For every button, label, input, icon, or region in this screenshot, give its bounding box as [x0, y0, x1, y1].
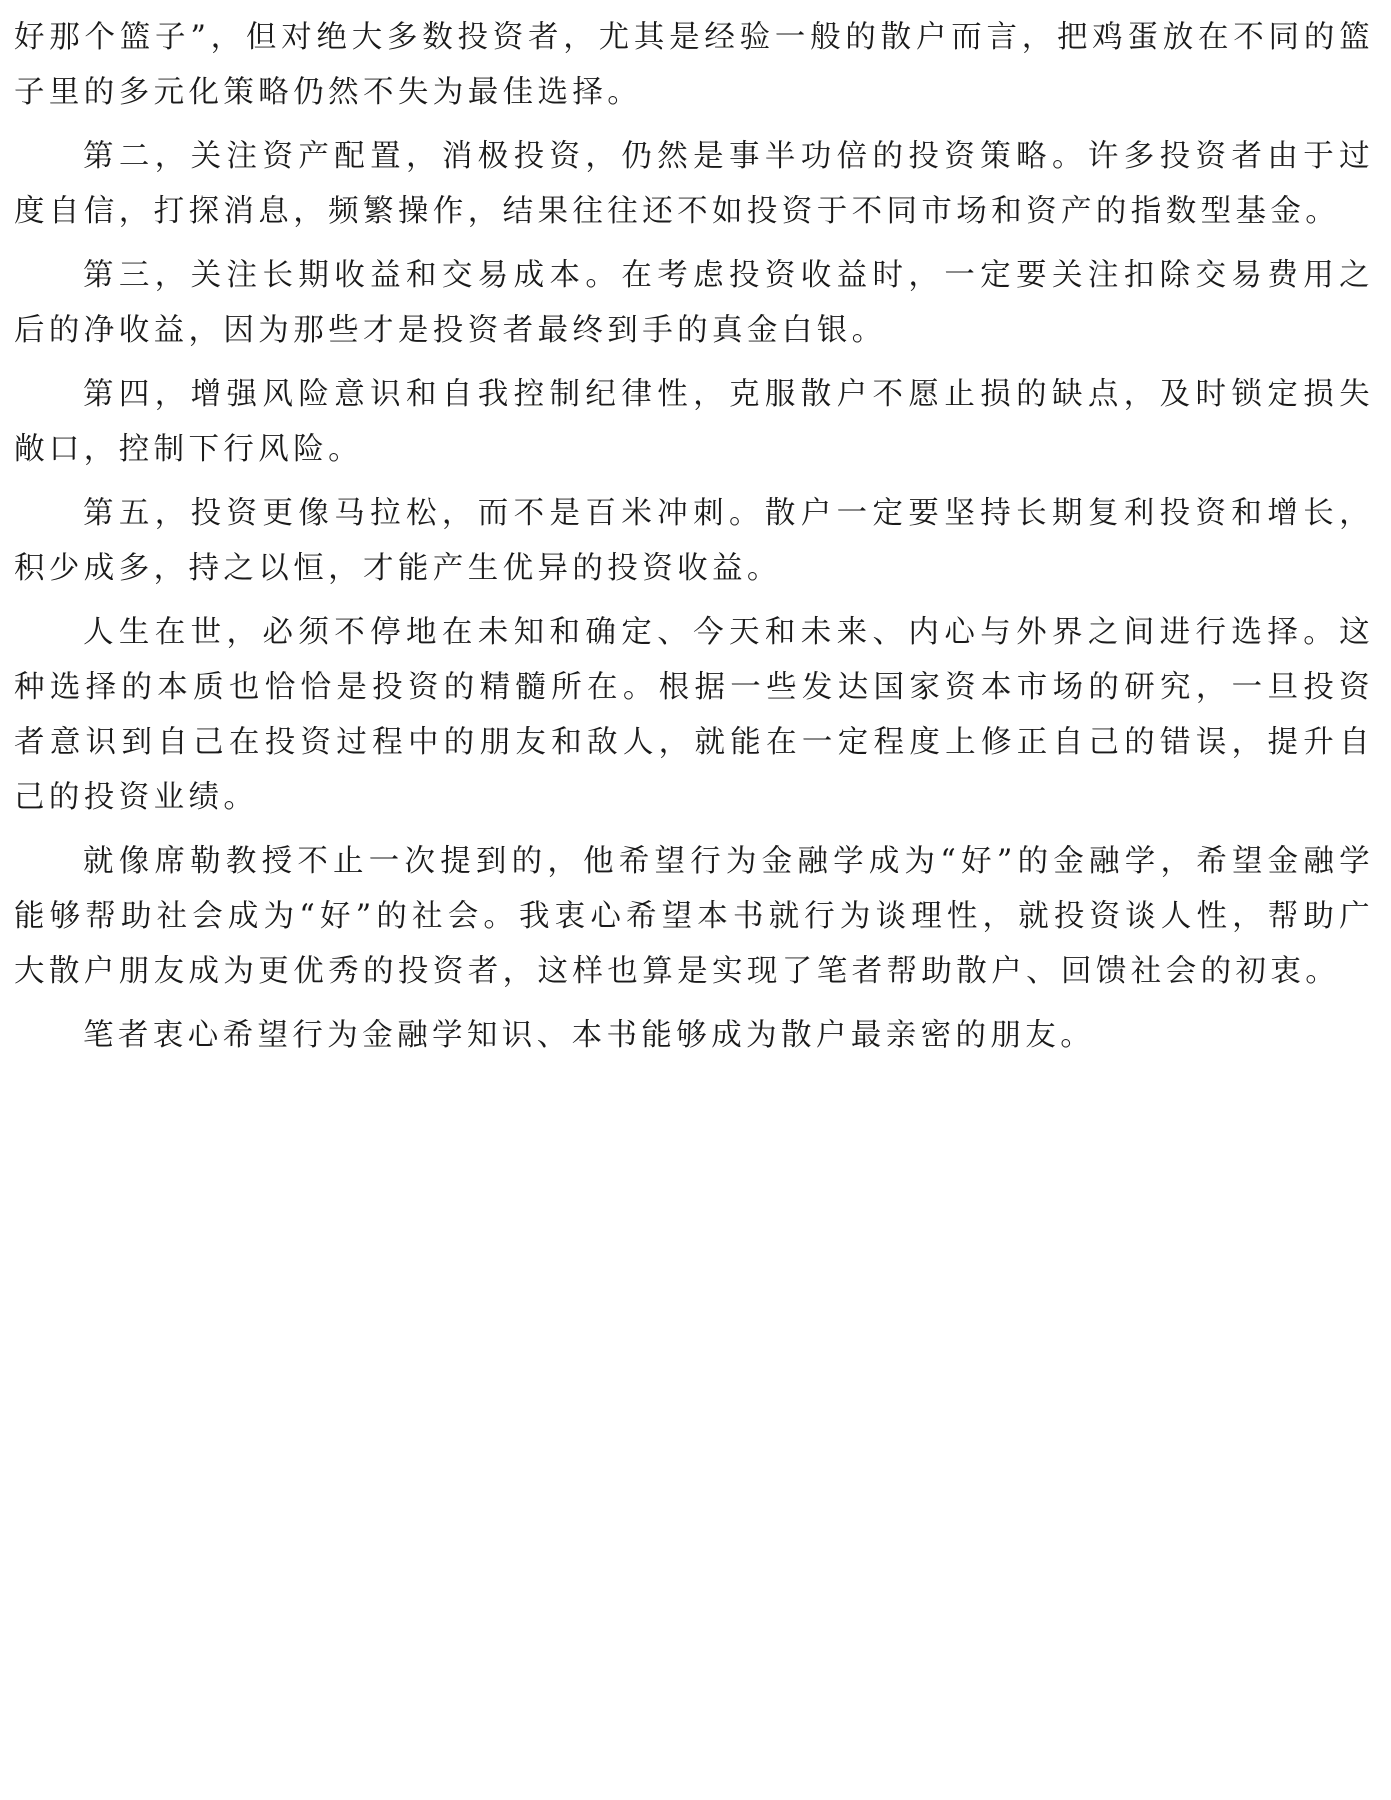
paragraph-life-choices: 人生在世，必须不停地在未知和确定、今天和未来、内心与外界之间进行选择。这种选择的本质也恰恰是投资的精髓所在。根据一些发达国家资本市场的研究，一旦投资者意识到自己在投资过程中的朋友和敌人，就能在一定程度上修正自己的错误，提升自己的投资业绩。 — [14, 615, 1374, 815]
paragraph-closing: 笔者衷心希望行为金融学知识、本书能够成为散户最亲密的朋友。 — [83, 1018, 1096, 1053]
paragraph-point-two: 第二，关注资产配置，消极投资，仍然是事半功倍的投资策略。许多投资者由于过度自信，打探消息，频繁操作，结果往往还不如投资于不同市场和资产的指数型基金。 — [14, 139, 1374, 229]
paragraph-point-five: 第五，投资更像马拉松，而不是百米冲刺。散户一定要坚持长期复利投资和增长，积少成多，持之以恒，才能产生优异的投资收益。 — [14, 496, 1374, 586]
paragraph-continued: 好那个篮子”，但对绝大多数投资者，尤其是经验一般的散户而言，把鸡蛋放在不同的篮子里的多元化策略仍然不失为最佳选择。 — [14, 20, 1374, 110]
paragraph-shiller: 就像席勒教授不止一次提到的，他希望行为金融学成为“好”的金融学，希望金融学能够帮助社会成为“好”的社会。我衷心希望本书就行为谈理性，就投资谈人性，帮助广大散户朋友成为更优秀的投资者，这样也算是实现了笔者帮助散户、回馈社会的初衷。 — [14, 844, 1374, 989]
paragraph-point-three: 第三，关注长期收益和交易成本。在考虑投资收益时，一定要关注扣除交易费用之后的净收益，因为那些才是投资者最终到手的真金白银。 — [14, 258, 1374, 348]
document-page — [14, 10, 1374, 1072]
paragraph-point-four: 第四，增强风险意识和自我控制纪律性，克服散户不愿止损的缺点，及时锁定损失敞口，控制下行风险。 — [14, 377, 1374, 467]
